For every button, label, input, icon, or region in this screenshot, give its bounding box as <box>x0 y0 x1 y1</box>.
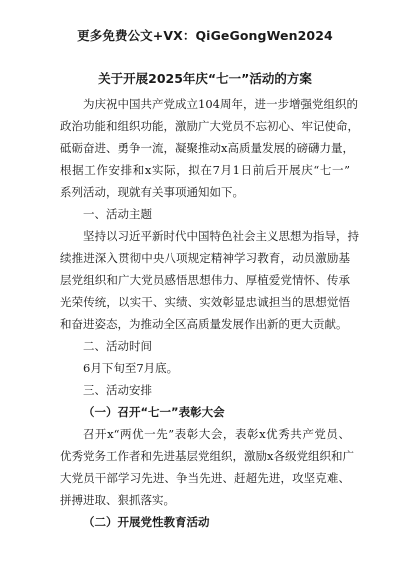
theme-line: 光荣传统，以实干、实绩、实效彰显忠诚担当的思想觉悟 <box>60 295 350 309</box>
commendation-line: 拼搏进取、狠抓落实。 <box>60 493 175 507</box>
intro-line: 为庆祝中国共产党成立104周年，进一步增强党组织的 <box>83 97 358 111</box>
intro-line: 政治功能和组织功能，激励广大党员不忘初心、牢记使命， <box>60 119 359 133</box>
theme-line: 坚持以习近平新时代中国特色社会主义思想为指导，持 <box>83 229 359 243</box>
section-heading-theme: 一、活动主题 <box>83 207 152 221</box>
subsection-heading-education: （二）开展党性教育活动 <box>83 515 210 529</box>
theme-line: 和奋进姿态，为推动全区高质量发展作出新的更大贡献。 <box>60 317 348 331</box>
theme-line: 续推进深入贯彻中央八项规定精神学习教育，动员激励基 <box>60 251 350 265</box>
theme-line: 层党组织和广大党员感悟思想伟力、厚植爱党情怀、传承 <box>60 273 350 287</box>
commendation-line: 大党员干部学习先进、争当先进、赶超先进，攻坚克难、 <box>60 471 350 485</box>
commendation-line: 召开x“两优一先”表彰大会，表彰x优秀共产党员、 <box>83 427 350 441</box>
intro-line: 根据工作安排和x实际，拟在7月1日前后开展庆“七一” <box>60 163 350 177</box>
time-text: 6月下旬至7月底。 <box>83 361 179 375</box>
intro-line: 系列活动，现就有关事项通知如下。 <box>60 185 244 199</box>
subsection-heading-commendation: （一）召开“七一”表彰大会 <box>83 405 225 419</box>
document-title: 关于开展2025年庆“七一”活动的方案 <box>98 71 312 86</box>
theme-paragraph <box>60 225 359 335</box>
intro-paragraph <box>60 93 359 203</box>
intro-line: 砥砺奋进、勇争一流，凝聚推动x高质量发展的磅礴力量， <box>60 141 354 155</box>
watermark-text: 更多免费公文+VX：QiGeGongWen2024 <box>77 28 333 43</box>
section-heading-time: 二、活动时间 <box>83 339 152 353</box>
commendation-paragraph <box>60 423 354 511</box>
commendation-line: 优秀党务工作者和先进基层党组织，激励x各级党组织和广 <box>60 449 354 463</box>
section-heading-arrangement: 三、活动安排 <box>83 383 152 397</box>
